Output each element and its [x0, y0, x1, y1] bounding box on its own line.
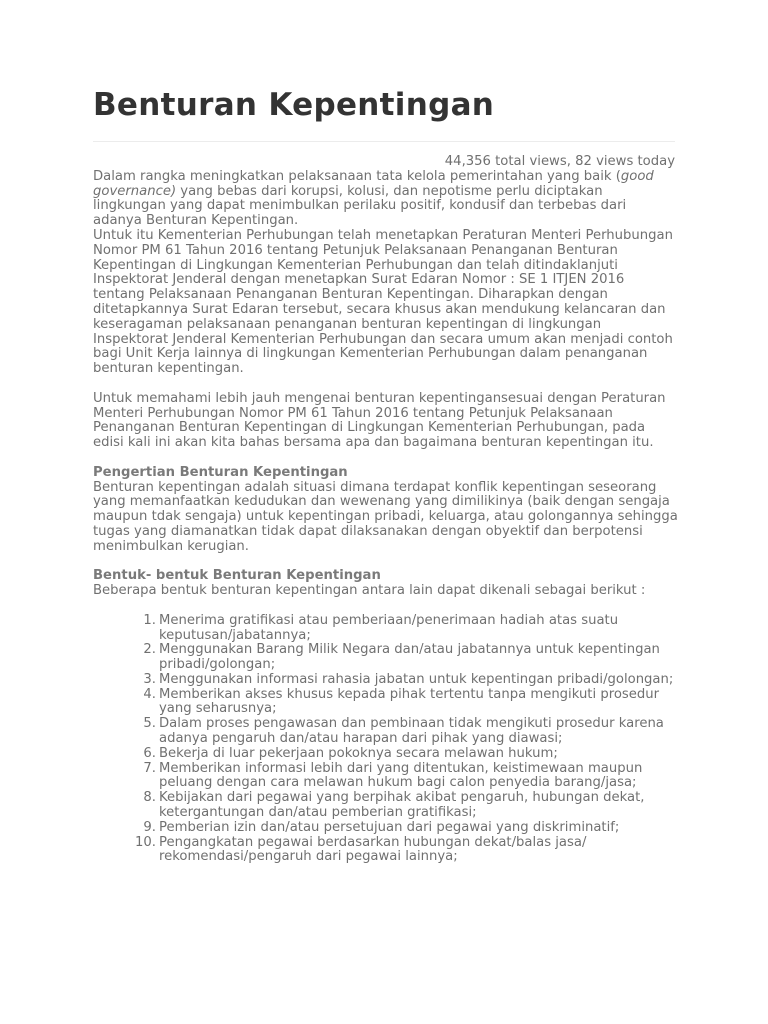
- paragraph-gap: [93, 555, 679, 570]
- page-title: Benturan Kepentingan: [93, 87, 495, 123]
- intro-text-start: Dalam rangka meningkatkan pelaksanaan tata kelola pemerintahan yang baik (: [93, 168, 621, 184]
- view-counter: 44,356 total views, 82 views today: [444, 154, 675, 169]
- article-body: [93, 155, 679, 865]
- list-number: 2.: [143, 642, 156, 658]
- section-body-definition: Benturan kepentingan adalah situasi dimana terdapat konflik kepentingan seseorang yang memanfaatkan kedudukan dan wewenang yang dimilikinya (baik dengan sengaja maupun tdak sengaja) untuk kepentingan pribadi, keluarga, atau golongannya sehingga tugas yang diamanatkan tidak dapat dilaksanakan dengan obyektif dan berpotensi menimbulkan kerugian.: [93, 479, 678, 554]
- list-text: Pengangkatan pegawai berdasarkan hubungan dekat/balas jasa/ rekomendasi/pengaruh dari pegawai lainnya;: [159, 834, 587, 865]
- list-item: [143, 760, 679, 792]
- list-item: [143, 716, 679, 747]
- list-text: Menerima gratifikasi atau pemberiaan/penerimaan hadiah atas suatu keputusan/jabatannya;: [159, 612, 619, 643]
- paragraph-regulation: Untuk itu Kementerian Perhubungan telah menetapkan Peraturan Menteri Perhubungan Nomor PM 61 Tahun 2016 tentang Petunjuk Pelaksanaan Penanganan Benturan Kepentingan di Lingkungan Kementerian Perhubungan dan telah ditindaklanjuti Inspektorat Jenderal dengan menetapkan Surat Edaran Nomor : SE 1 ITJEN 2016 tentang Pelaksanaan Penanganan Benturan Kepentingan. Diharapkan dengan ditetapkannya Surat Edaran tersebut, secara khusus akan mendukung kelancaran dan keseragaman pelaksanaan penanganan benturan kepentingan di lingkungan Inspektorat Jenderal Kementerian Perhubungan dan secara umum akan menjadi contoh bagi Unit Kerja lainnya di lingkungan Kementerian Perhubungan dalam penanganan benturan kepentingan.: [93, 227, 673, 377]
- paragraph-gap: [93, 377, 679, 392]
- list-item: [143, 819, 679, 836]
- list-number: 8.: [143, 790, 156, 806]
- list-number: 3.: [143, 671, 156, 687]
- intro-italic-term: good governance): [93, 168, 654, 199]
- list-number: 5.: [143, 716, 156, 732]
- list-number: 1.: [143, 612, 156, 628]
- list-item: [143, 642, 679, 673]
- title-divider: [93, 141, 675, 142]
- list-text: Menggunakan informasi rahasia jabatan untuk kepentingan pribadi/golongan;: [159, 671, 674, 687]
- list-number: 4.: [143, 686, 156, 702]
- paragraph-purpose: Untuk memahami lebih jauh mengenai benturan kepentingansesuai dengan Peraturan Menteri Perhubungan Nomor PM 61 Tahun 2016 tentang Petunjuk Pelaksanaan Penanganan Benturan Kepentingan di Lingkungan Kementerian Perhubungan, pada edisi kali ini akan kita bahas bersama apa dan bagaimana benturan kepentingan itu.: [93, 390, 666, 451]
- list-text: Memberikan informasi lebih dari yang ditentukan, keistimewaan maupun peluang dengan cara melawan hukum bagi calon penyedia barang/jasa;: [159, 760, 643, 791]
- list-text: Bekerja di luar pekerjaan pokoknya secara melawan hukum;: [159, 745, 558, 761]
- list-number: 9.: [143, 819, 156, 835]
- list-item: [143, 612, 679, 644]
- section-body-forms: Beberapa bentuk benturan kepentingan antara lain dapat dikenali sebagai berikut :: [93, 583, 646, 599]
- list-item: [143, 745, 679, 762]
- list-text: Dalam proses pengawasan dan pembinaan tidak mengikuti prosedur karena adanya pengaruh dan/atau harapan dari pihak yang diawasi;: [159, 716, 664, 747]
- list-text: Pemberian izin dan/atau persetujuan dari pegawai yang diskriminatif;: [159, 819, 620, 835]
- paragraph-gap: [93, 451, 679, 466]
- list-text: Kebijakan dari pegawai yang berpihak akibat pengaruh, hubungan dekat, ketergantungan dan/atau pemberian gratifikasi;: [159, 790, 645, 821]
- section-heading-forms: Bentuk- bentuk Benturan Kepentingan: [93, 568, 381, 584]
- list-item: [143, 671, 679, 688]
- list-item: [135, 834, 679, 866]
- intro-text-end: yang bebas dari korupsi, kolusi, dan nepotisme perlu diciptakan lingkungan yang dapat menimbulkan perilaku positif, kondusif dan terbebas dari adanya Benturan Kepentingan.: [93, 183, 627, 229]
- list-text: Memberikan akses khusus kepada pihak tertentu tanpa mengikuti prosedur yang seharusnya;: [159, 686, 660, 717]
- list-item: [143, 686, 679, 718]
- list-item: [143, 790, 679, 821]
- list-number: 10.: [135, 834, 156, 850]
- intro-paragraph: [93, 170, 679, 229]
- list-text: Menggunakan Barang Milik Negara dan/atau jabatannya untuk kepentingan pribadi/golongan;: [159, 642, 660, 673]
- list-number: 7.: [143, 760, 156, 776]
- forms-list: [93, 614, 679, 866]
- list-number: 6.: [143, 745, 156, 761]
- section-heading-definition: Pengertian Benturan Kepentingan: [93, 464, 348, 480]
